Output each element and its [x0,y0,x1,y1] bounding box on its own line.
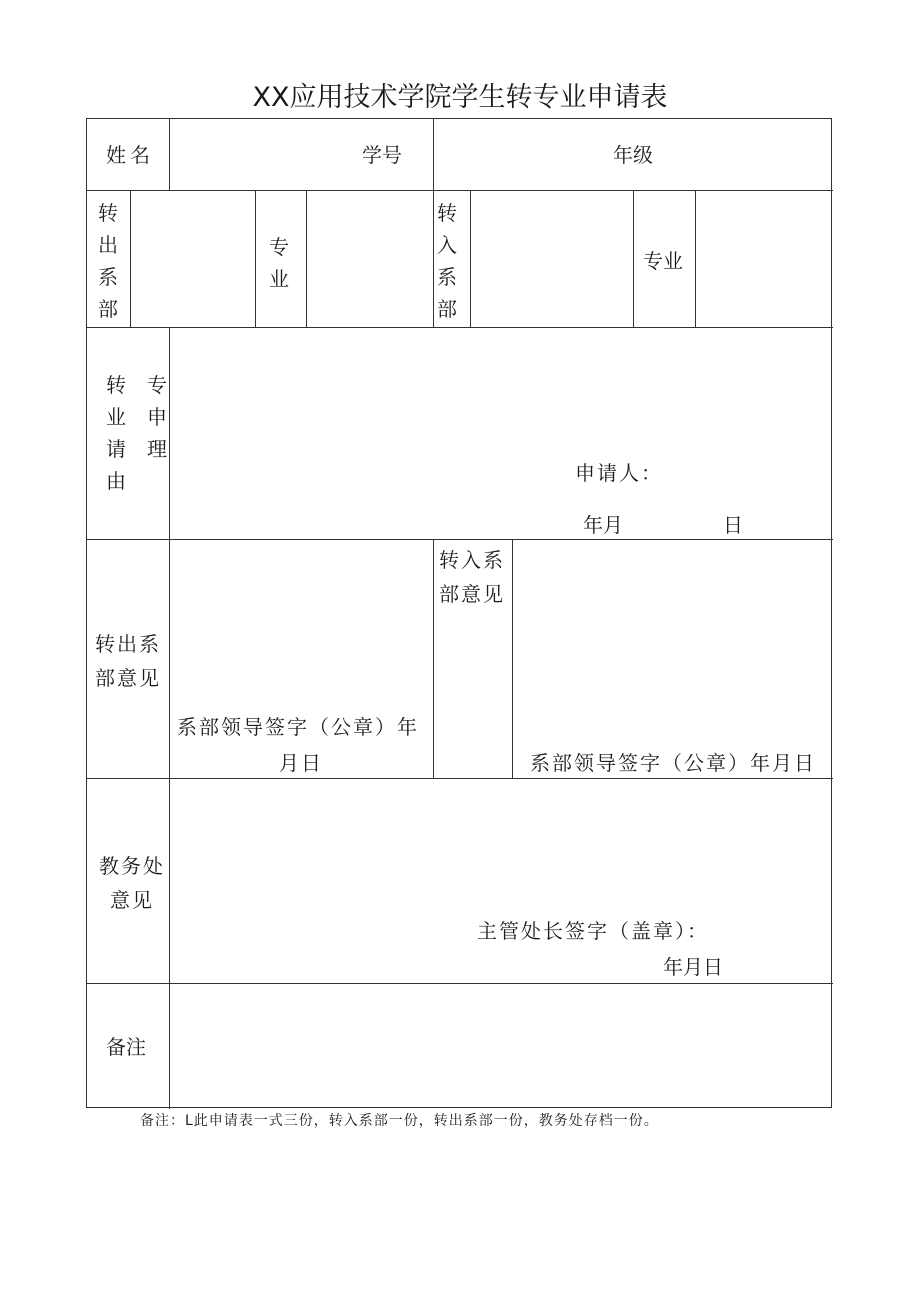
academic-affairs-field[interactable] [170,779,833,983]
reason-field[interactable] [170,328,833,539]
to-dept-sign: 系部领导签字（公章）年月日 [530,751,816,775]
col-divider-r2-d [433,190,434,327]
grade-label: 年级 [613,143,653,167]
to-dept-opinion-label: 转入系部意见 [439,548,505,606]
remarks-field[interactable] [170,984,833,1108]
from-major-field[interactable] [307,191,433,327]
reason-label-col2: 专申理 [147,373,167,461]
applicant-label: 申请人： [575,461,663,485]
academic-affairs-label: 教务处意见 [99,854,165,912]
reason-date-year-month: 年月 [583,513,623,537]
from-dept-opinion-field[interactable] [170,540,433,778]
reason-label-col1: 转业请由 [106,373,126,493]
to-dept-field[interactable] [471,191,633,327]
application-form-table [86,118,832,1108]
academic-affairs-sign: 主管处长签字（盖章）： [477,919,709,943]
col-divider-r4-a [433,539,434,778]
col-divider-r2-b [255,190,256,327]
from-dept-opinion-label: 转出系部意见 [95,632,161,690]
to-dept-opinion-field[interactable] [513,540,833,778]
form-title: XX应用技术学院学生转专业申请表 [252,82,668,113]
from-dept-label: 转出系部 [98,201,118,321]
reason-date-day: 日 [723,513,743,537]
major-label-to: 专业 [643,249,683,273]
grade-field[interactable] [434,119,833,190]
col-divider-r2-f [633,190,634,327]
name-label: 姓名 [106,143,154,167]
from-dept-field[interactable] [131,191,255,327]
to-major-field[interactable] [696,191,833,327]
student-id-label: 学号 [362,143,402,167]
remarks-label: 备注 [106,1035,146,1059]
academic-affairs-date: 年月日 [663,955,723,979]
footnote: 备注：L此申请表一式三份，转入系部一份，转出系部一份，教务处存档一份。 [140,1113,659,1129]
from-dept-sign: 系部领导签字（公章）年 [177,715,419,739]
major-label-from: 专业 [269,235,289,291]
to-dept-label: 转入系部 [437,201,457,321]
from-dept-sign-date: 月日 [279,751,323,775]
